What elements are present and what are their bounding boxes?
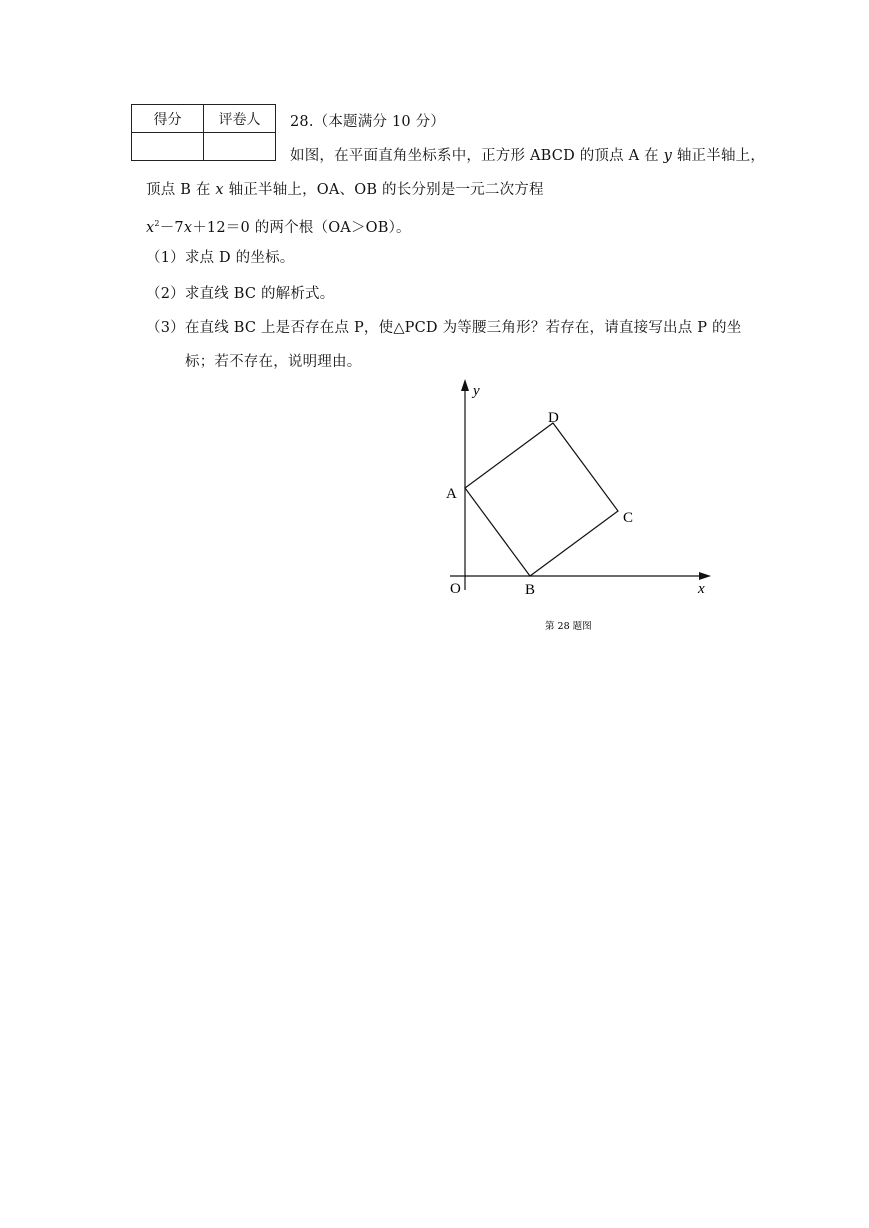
question-1: （1）求点 D 的坐标。 (146, 250, 295, 266)
intro2-text-a: 顶点 B 在 (146, 182, 216, 198)
x-axis-label: x (698, 581, 705, 597)
point-d-label: D (548, 410, 559, 426)
eq-end: ＋12＝0 的两个根（OA＞OB）。 (192, 220, 411, 236)
problem-title: 28.（本题满分 10 分） (290, 114, 446, 130)
intro1-var: y (663, 148, 673, 164)
point-a-label: A (446, 486, 457, 502)
square-figure (430, 375, 720, 640)
problem-equation (146, 214, 411, 238)
eq-x1: x (146, 220, 155, 236)
point-b-label: B (525, 582, 536, 598)
y-axis-label: y (473, 383, 480, 399)
x-axis-arrow-icon (699, 572, 711, 580)
score-table (131, 104, 276, 161)
problem-intro-line2 (146, 180, 544, 200)
intro1-text-a: 如图，在平面直角坐标系中，正方形 ABCD 的顶点 A 在 (290, 148, 664, 164)
score-cell (132, 133, 204, 161)
intro1-text-b: 轴正半轴上， (672, 148, 766, 164)
question-3-line2: 标；若不存在，说明理由。 (185, 354, 362, 370)
problem-intro-line1 (290, 146, 765, 166)
origin-label: O (450, 581, 461, 597)
question-3-line1: （3）在直线 BC 上是否存在点 P，使△PCD 为等腰三角形？若存在，请直接写出点 P 的坐 (146, 320, 742, 336)
square-abcd (465, 423, 618, 576)
intro2-var: x (215, 182, 224, 198)
intro2-text-b: 轴正半轴上，OA、OB 的长分别是一元二次方程 (223, 182, 544, 198)
score-header: 得分 (132, 105, 204, 133)
eq-mid: －7 (159, 220, 184, 236)
question-2: （2）求直线 BC 的解析式。 (146, 286, 335, 302)
eq-x2: x (183, 220, 193, 236)
point-c-label: C (623, 510, 634, 526)
y-axis-arrow-icon (461, 379, 469, 391)
eq-sup: 2 (154, 219, 160, 228)
figure-caption: 第 28 题图 (545, 621, 592, 632)
grader-header: 评卷人 (204, 105, 276, 133)
grader-cell (204, 133, 276, 161)
